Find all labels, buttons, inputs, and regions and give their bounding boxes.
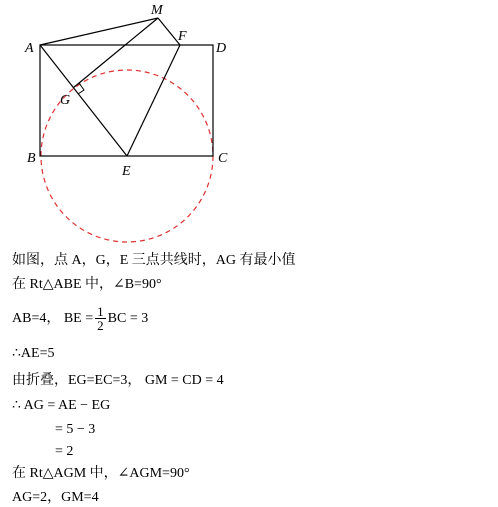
solution-line-10: AG=2，GM=4 (12, 490, 99, 505)
fraction-one-half (95, 305, 106, 333)
label-g: G (60, 93, 71, 108)
segment-am (40, 18, 158, 45)
label-m: M (151, 3, 163, 18)
solution-line-3-right: BC = 3 (107, 311, 149, 326)
solution-line-5: 由折叠，EG=EC=3， GM = CD = 4 (12, 373, 224, 388)
solution-line-3-left: AB=4， BE = (12, 311, 94, 326)
solution-line-7: = 5 − 3 (55, 422, 96, 437)
segment-mf (158, 18, 180, 45)
solution-line-6: ∴ AG = AE − EG (12, 398, 111, 413)
segment-gm (73, 18, 158, 88)
fraction-numerator: 1 (97, 304, 104, 319)
solution-line-9: 在 Rt△AGM 中，∠AGM=90° (12, 466, 190, 481)
label-b: B (27, 151, 36, 166)
geometry-figure (0, 0, 498, 250)
solution-line-1: 如图，点 A，G，E 三点共线时，AG 有最小值 (12, 253, 296, 268)
solution-line-8: = 2 (55, 444, 74, 459)
label-c: C (218, 151, 228, 166)
solution-line-2: 在 Rt△ABE 中，∠B=90° (12, 277, 162, 292)
label-e: E (122, 164, 131, 179)
label-f: F (178, 29, 187, 44)
fraction-denominator: 2 (97, 318, 104, 333)
label-a: A (25, 41, 34, 56)
segment-ef (127, 45, 180, 156)
segment-ae (40, 45, 127, 156)
label-d: D (216, 41, 227, 56)
solution-line-4: ∴AE=5 (12, 346, 55, 361)
solution-line-3 (12, 302, 148, 336)
